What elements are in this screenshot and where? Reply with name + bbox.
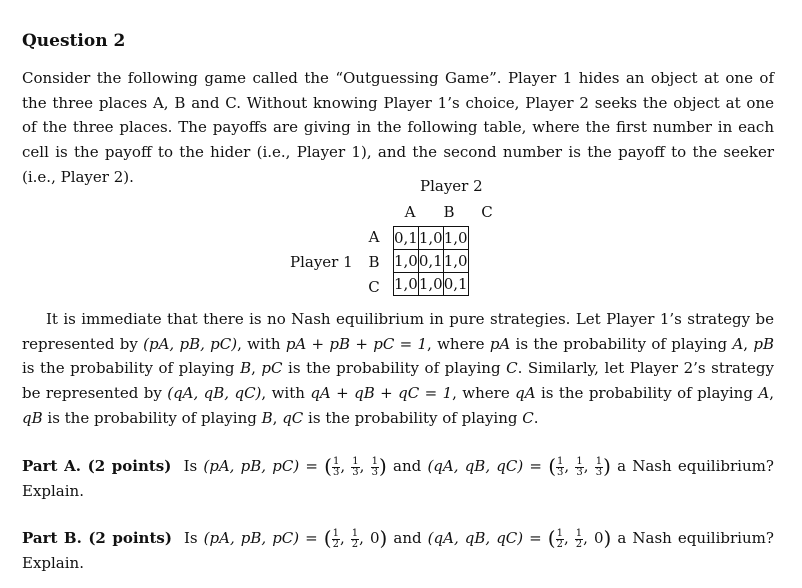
text-run: , <box>251 359 262 378</box>
part-b-question: Part B. (2 points) Is (pA, pB, pC) = ( $\frac{1}{2}$ , $\frac{1}{2}$ , 0) and (qA, qB, qC) = ( $\frac{1}{2}$ , $\frac{1}{2}$ , 0) a Nash equilibrium? Explain. <box>22 526 774 572</box>
math-run: (qA, qB, qC) = <box>427 529 542 547</box>
text-run: It is immediate that there is no Nash equilibrium in pure strategies. Let Player 1’s strategy be represented by <box>22 310 774 353</box>
math-run: A <box>732 334 744 353</box>
math-run: qC <box>282 408 304 427</box>
fraction: $\frac{1}{3}$ <box>332 456 340 478</box>
math-run: qA <box>515 384 536 403</box>
text-run: , where <box>427 334 490 353</box>
text-run: Is <box>183 529 198 547</box>
math-run: (qA, qB, qC) <box>167 384 262 403</box>
paren: ) <box>603 526 612 550</box>
row-header-b: B <box>368 253 380 271</box>
math-run: A <box>758 384 770 403</box>
math-run: B <box>261 408 273 427</box>
text-run: , <box>769 384 774 403</box>
text-run: . Similarly, let Player 2’s strategy be represented by <box>22 359 774 403</box>
math-run: (pA, pB, pC) <box>143 334 238 353</box>
column-header-a: A <box>404 203 416 221</box>
text-run: , <box>272 408 283 427</box>
text-run: is the probability of playing <box>42 408 262 427</box>
math-run: qA + qB + qC = 1 <box>310 384 453 403</box>
part-a-label: Part A. (2 points) <box>22 457 172 475</box>
paren: ( <box>547 526 556 550</box>
text-run: a Nash equilibrium? Explain. <box>22 457 774 500</box>
strategy-paragraph <box>22 307 774 431</box>
math-run: C <box>522 408 534 427</box>
text-run: is the probability of playing <box>303 408 523 427</box>
math-run: C <box>506 359 518 378</box>
payoff-cell: 1,0 <box>418 273 443 296</box>
paren: ) <box>603 454 611 478</box>
fraction: $\frac{1}{2}$ <box>332 528 339 550</box>
math-run: pA <box>489 334 511 353</box>
table-row <box>394 273 469 296</box>
paren: ) <box>379 454 387 478</box>
fraction: $\frac{1}{3}$ <box>595 456 603 478</box>
payoff-cell: 0,1 <box>443 273 468 296</box>
text-run: and <box>393 529 422 547</box>
math-run: qB <box>22 408 43 427</box>
fraction: $\frac{1}{2}$ <box>575 528 583 550</box>
text-run: a Nash equilibrium? Explain. <box>22 529 774 572</box>
math-run: (pA, pB, pC) = <box>203 529 318 547</box>
column-player-label: Player 2 <box>420 177 483 195</box>
part-a-question: Part A. (2 points) Is (pA, pB, pC) = ( $\frac{1}{3}$ , $\frac{1}{3}$ , $\frac{1}{3}$ ) and (qA, qB, qC) = ( $\frac{1}{3}$ , $\frac{1}{3}$ , $\frac{1}{3}$ ) a Nash equilibrium? Explain. <box>22 454 774 500</box>
part-b-label: Part B. (2 points) <box>22 529 172 547</box>
fraction: $\frac{1}{3}$ <box>557 456 564 478</box>
paren: ) <box>379 526 388 550</box>
math-run: pC <box>261 359 283 378</box>
payoff-table <box>393 226 469 296</box>
table-row <box>394 250 469 273</box>
payoff-cell: 1,0 <box>394 273 419 296</box>
fraction: $\frac{1}{2}$ <box>556 528 563 550</box>
text-run: and <box>393 457 422 475</box>
table-row <box>394 227 469 250</box>
payoff-cell: 1,0 <box>443 250 468 273</box>
text-run: , where <box>452 384 516 403</box>
text-run: , with <box>237 334 286 353</box>
math-run: (pA, pB, pC) = <box>203 457 318 475</box>
text-run: Is <box>183 457 198 475</box>
payoff-cell: 0,1 <box>394 227 419 250</box>
payoff-cell: 1,0 <box>443 227 468 250</box>
value: 0 <box>369 529 380 547</box>
math-run: pB <box>753 334 774 353</box>
column-header-c: C <box>481 203 493 221</box>
payoff-cell: 1,0 <box>418 227 443 250</box>
fraction: $\frac{1}{3}$ <box>352 456 359 478</box>
paren: ( <box>323 526 332 550</box>
fraction: $\frac{1}{3}$ <box>371 456 379 478</box>
row-player-label: Player 1 <box>290 253 353 271</box>
payoff-cell: 0,1 <box>418 250 443 273</box>
text-run: is the probability of playing <box>22 359 241 378</box>
row-header-a: A <box>368 228 380 246</box>
row-header-c: C <box>368 278 380 296</box>
paren: ( <box>324 454 332 478</box>
text-run: . <box>533 408 539 427</box>
column-header-b: B <box>443 203 455 221</box>
text-run: , with <box>261 384 311 403</box>
math-run: B <box>240 359 252 378</box>
payoff-cell: 1,0 <box>394 250 419 273</box>
fraction: $\frac{1}{3}$ <box>576 456 583 478</box>
math-run: pA + pB + pC = 1 <box>285 334 428 353</box>
intro-paragraph: Consider the following game called the “Outguessing Game”. Player 1 hides an object at one of the three places A, B and C. Without knowing Player 1’s choice, Player 2 seeks the object at one of the three places. The payoffs are giving in the following table, where the first number in each cell is the payoff to the hider (i.e., Player 1), and the second number is the payoff to the seeker (i.e., Player 2). <box>22 69 774 186</box>
text-run: is the probability of playing <box>535 384 759 403</box>
paren: ( <box>548 454 557 478</box>
text-run: , <box>743 334 754 353</box>
text-run: is the probability of playing <box>282 359 507 378</box>
value: 0 <box>593 529 604 547</box>
question-heading: Question 2 <box>22 31 126 51</box>
fraction: $\frac{1}{2}$ <box>351 528 359 550</box>
math-run: (qA, qB, qC) = <box>427 457 542 475</box>
text-run: is the probability of playing <box>510 334 733 353</box>
